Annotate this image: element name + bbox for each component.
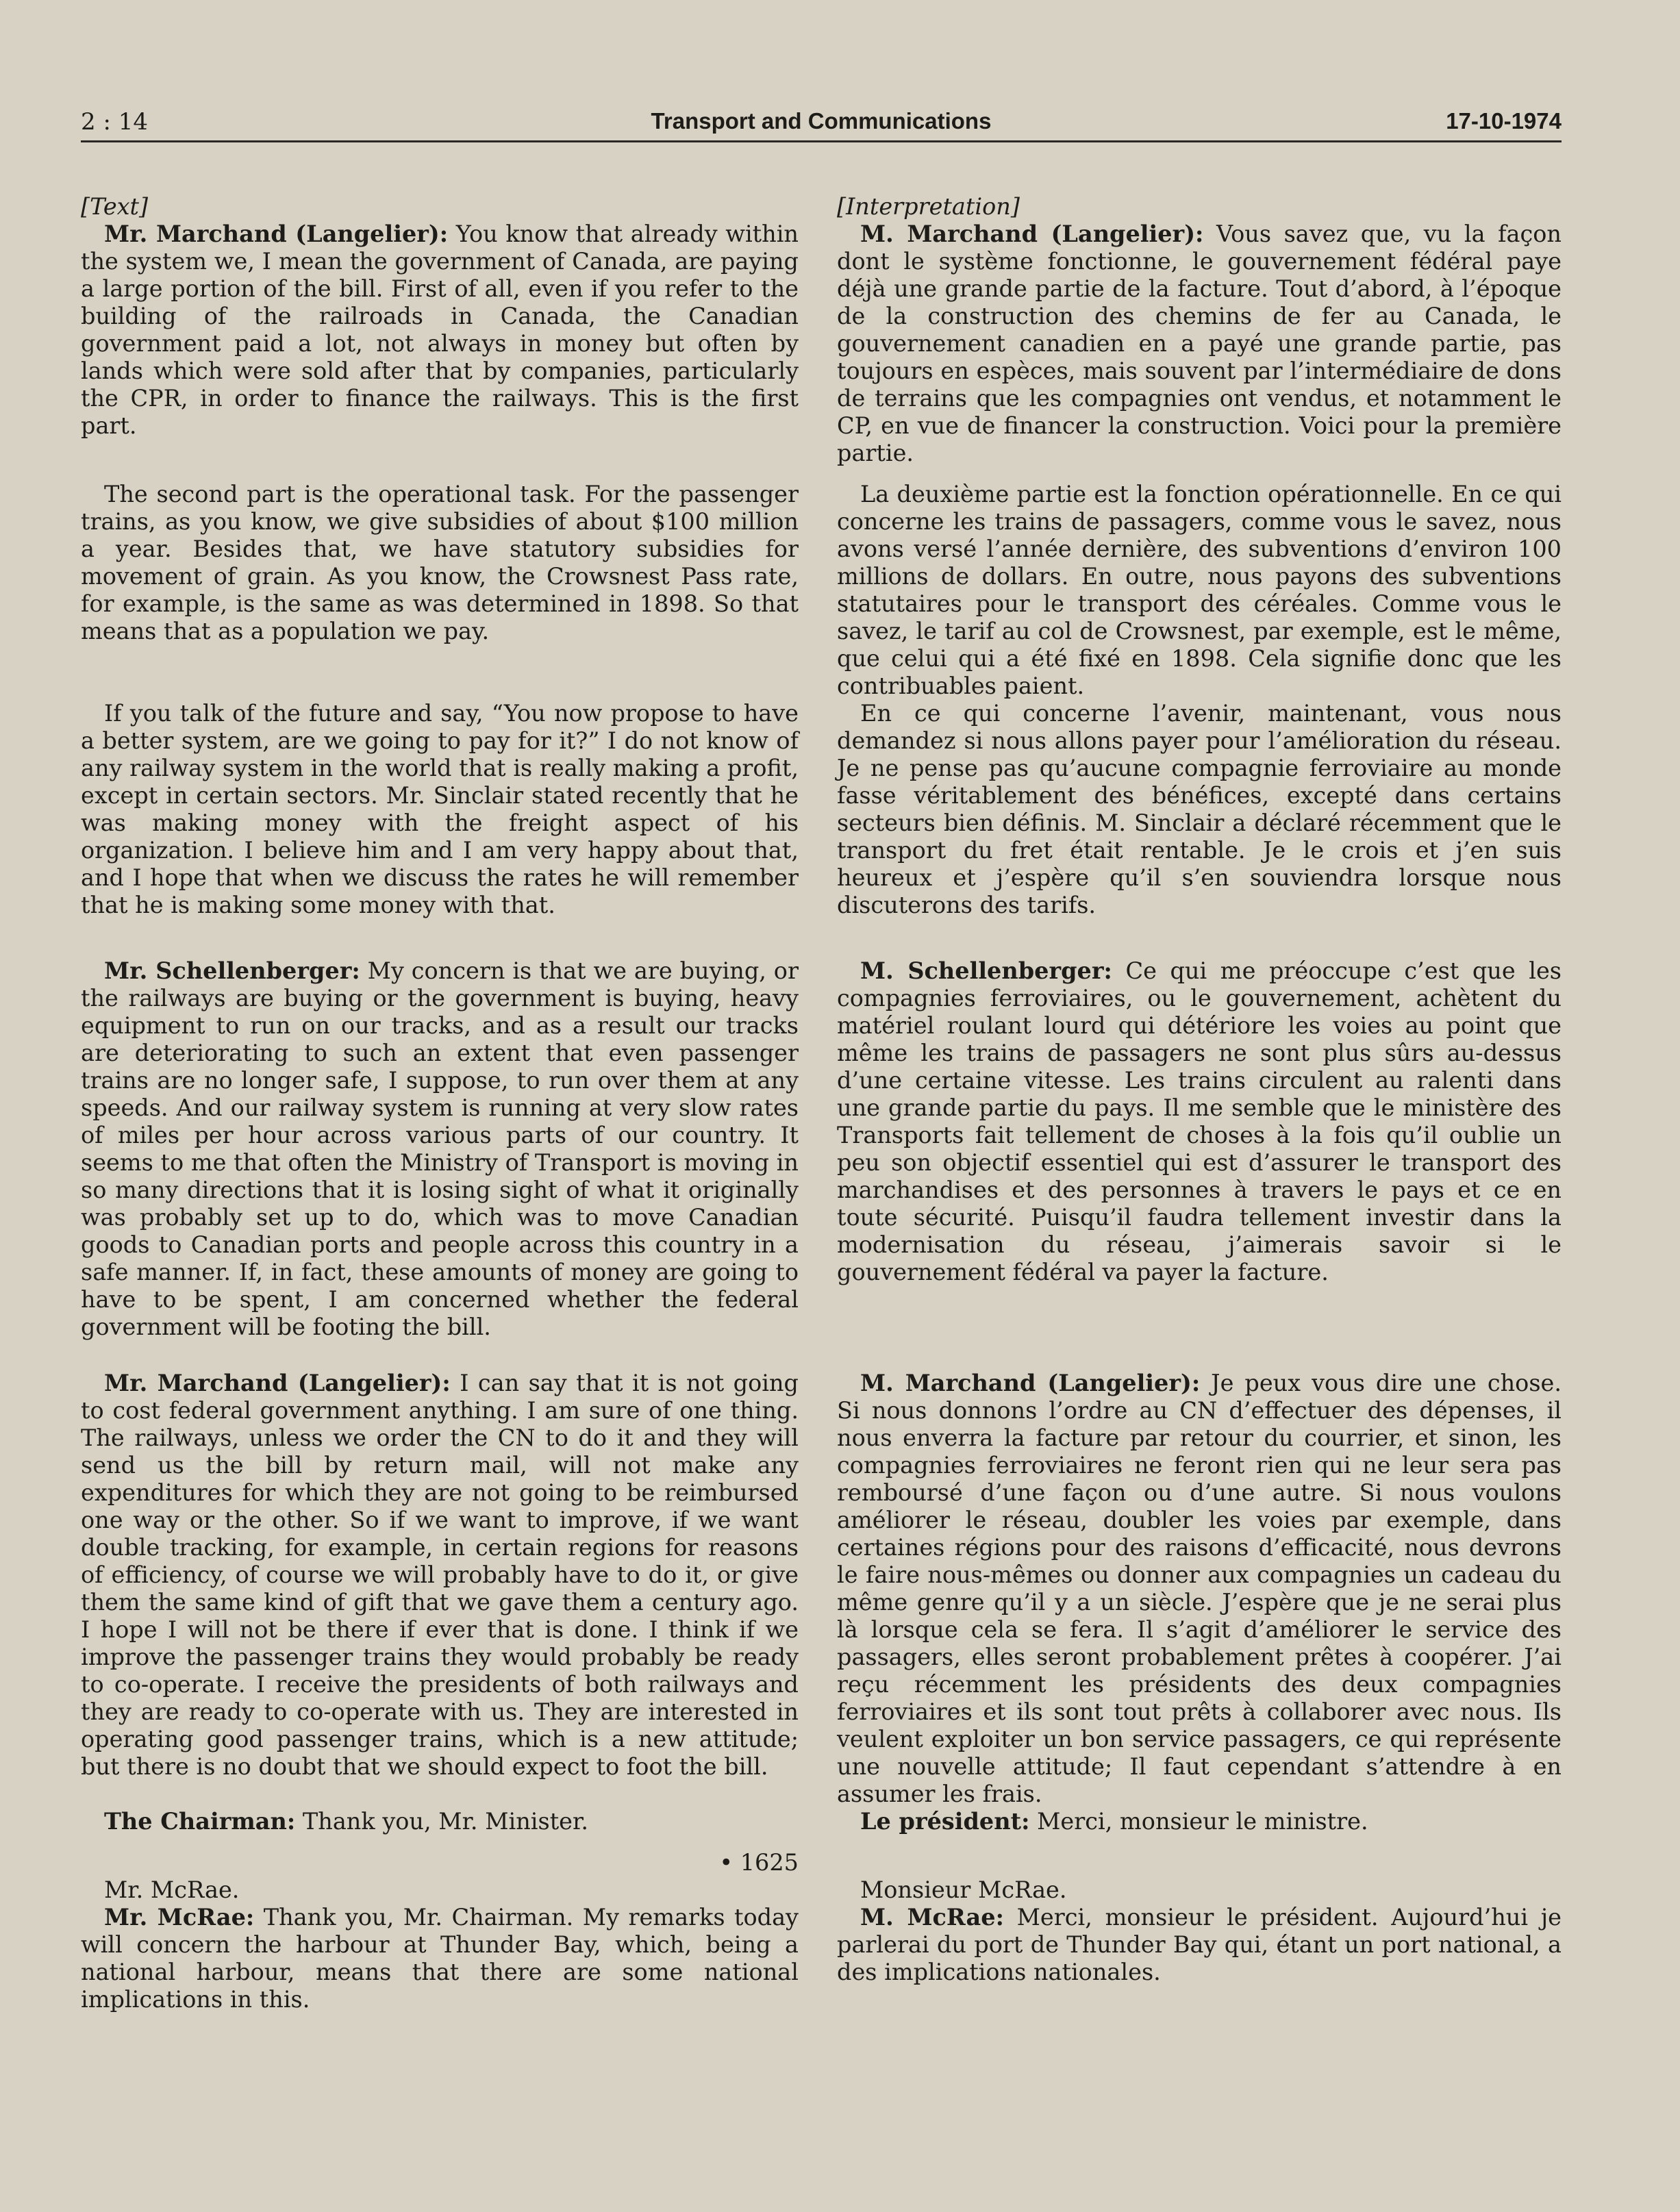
paragraph-text: La deuxième partie est la fonction opérationnelle. En ce qui concerne les trains de passagers, comme vous le savez, nous avons versé l’année dernière, des subventions d’environ 100 millions de dollars. En outre, nous payons des subventions statutaires pour le transport des céréales. Comme vous le savez, le tarif au col de Crowsnest, par exemple, est le même, que celui qui a été fixé en 1898. Cela signifie donc que les contribuables paient.	[837, 481, 1562, 699]
paragraph	[837, 700, 1562, 919]
paragraph-text: Thank you, Mr. Minister.	[295, 1808, 588, 1835]
paragraph	[837, 481, 1562, 700]
paragraph-text: Je peux vous dire une chose. Si nous donnons l’ordre au CN d’effectuer des dépenses, il nous enverra la facture par retour du courrier, et sinon, les compagnies ferroviaires ne feront rien qui ne leur sera pas remboursé d’une façon ou d’une autre. Si nous voulons améliorer le réseau, doubler les voies par exemple, dans certaines régions pour des raisons d’efficacité, nous devrons le faire nous-mêmes ou donner aux compagnies un cadeau du même genre qu’il y a un siècle. J’espère que je ne serai plus là lorsque cela se fera. Il s’agit d’améliorer le service des passagers, elles seront probablement prêtes à coopérer. J’ai reçu récemment les présidents des deux compagnies ferroviaires et ils sont tout prêts à collaborer avec nous. Ils veulent exploiter un bon service passagers, ce qui représente une nouvelle attitude; Il faut cependant s’attendre à en assumer les frais.	[837, 1370, 1562, 1807]
speaker-name: M. Marchand (Langelier):	[860, 1370, 1201, 1396]
header-date: 17-10-1974	[1446, 108, 1562, 134]
paragraph	[837, 1876, 1562, 1904]
speaker-name: The Chairman:	[104, 1808, 296, 1835]
text-marker: [Text]	[81, 193, 149, 220]
speaker-name: Mr. McRae:	[104, 1904, 255, 1931]
paragraph-text: I can say that it is not going to cost federal government anything. I am sure of one thing. The railways, unless we order the CN to do it and they will send us the bill by return mail, will not make any expenditures for which they are not going to be reimbursed one way or the other. So if we want to improve, if we want double tracking, for example, in certain regions for reasons of efficiency, of course we will probably have to do it, or give them the same kind of gift that we gave them a century ago. I hope I will not be there if ever that is done. I think if we improve the passenger trains they would probably be ready to co-operate. I receive the presidents of both railways and they are ready to co-operate with us. They are interested in operating good passenger trains, which is a new attitude; but there is no doubt that we should expect to foot the bill.	[81, 1370, 799, 1780]
speaker-name: Mr. Marchand (Langelier):	[104, 1370, 451, 1396]
speaker-name: Le président:	[860, 1808, 1030, 1835]
paragraph	[81, 481, 799, 645]
header-rule	[81, 140, 1562, 142]
paragraph-text: Monsieur McRae.	[860, 1876, 1067, 1903]
paragraph-text: Ce qui me préoccupe c’est que les compagnies ferroviaires, ou le gouvernement, achètent du matériel roulant lourd qui détériore les voies au point que même les trains de passagers ne sont plus sûrs au-dessus d’une certaine vitesse. Les trains circulent au ralenti dans une grande partie du pays. Il me semble que le ministère des Transports fait tellement de choses à la fois qu’il oublie un peu son objectif essentiel qui est d’assurer le transport des marchandises et des personnes à travers le pays et ce en toute sécurité. Puisqu’il faudra tellement investir dans la modernisation du réseau, j’aimerais savoir si le gouvernement fédéral va payer la facture.	[837, 957, 1562, 1285]
speaker-name: Mr. Schellenberger:	[104, 957, 360, 984]
paragraph	[837, 1370, 1562, 1808]
paragraph	[81, 221, 799, 440]
paragraph-text: Merci, monsieur le ministre.	[1029, 1808, 1368, 1835]
paragraph-text: En ce qui concerne l’avenir, maintenant, vous nous demandez si nous allons payer pour l’amélioration du réseau. Je ne pense pas qu’aucune compagnie ferroviaire au monde fasse véritablement des bénéfices, excepté dans certains secteurs bien définis. M. Sinclair a déclaré récemment que le transport du fret était rentable. Je le crois et j’en suis heureux et j’espère qu’il s’en souviendra lorsque nous discuterons des tarifs.	[837, 700, 1562, 918]
speaker-name: M. McRae:	[860, 1904, 1004, 1931]
paragraph-text: The second part is the operational task. For the passenger trains, as you know, we give subsidies of about $100 million a year. Besides that, we have statutory subsidies for movement of grain. As you know, the Crowsnest Pass rate, for example, is the same as was determined in 1898. So that means that as a population we pay.	[81, 481, 799, 644]
publication-title: Transport and Communications	[651, 108, 992, 134]
paragraph-text: Vous savez que, vu la façon dont le système fonctionne, le gouvernement fédéral paye déjà une grande partie de la facture. Tout d’abord, à l’époque de la construction des chemins de fer au Canada, le gouvernement canadien en a payé une grande partie, pas toujours en espèces, mais souvent par l’intermédiaire de dons de terrains que les compagnies ont vendus, et notamment le CP, en vue de financer la construction. Voici pour la première partie.	[837, 221, 1562, 466]
paragraph	[81, 1904, 799, 2013]
paragraph	[81, 1876, 799, 1904]
paragraph-text: You know that already within the system we, I mean the government of Canada, are paying a large portion of the bill. First of all, even if you refer to the building of the railroads in Canada, the Canadian government paid a lot, not always in money but often by lands which were sold after that by companies, particularly the CPR, in order to finance the railways. This is the first part.	[81, 221, 799, 439]
paragraph	[81, 957, 799, 1341]
timestamp: • 1625	[719, 1849, 799, 1876]
paragraph	[837, 1808, 1562, 1835]
paragraph-text: Mr. McRae.	[104, 1876, 240, 1903]
speaker-name: Mr. Marchand (Langelier):	[104, 221, 449, 247]
paragraph-text: Thank you, Mr. Chairman. My remarks today will concern the harbour at Thunder Bay, which, being a national harbour, means that there are some national implications in this.	[81, 1904, 799, 2013]
paragraph-text: If you talk of the future and say, “You now propose to have a better system, are we going to pay for it?” I do not know of any railway system in the world that is really making a profit, except in certain sectors. Mr. Sinclair stated recently that he was making money with the freight aspect of his organization. I believe him and I am very happy about that, and I hope that when we discuss the rates he will remember that he is making some money with that.	[81, 700, 799, 918]
paragraph	[837, 1904, 1562, 1986]
paragraph-text: My concern is that we are buying, or the railways are buying or the government is buying, heavy equipment to run on our tracks, and as a result our tracks are deteriorating to such an extent that even passenger trains are no longer safe, I suppose, to run over them at any speeds. And our railway system is running at very slow rates of miles per hour across various parts of our country. It seems to me that often the Ministry of Transport is moving in so many directions that it is losing sight of what it originally was probably set up to do, which was to move Canadian goods to Canadian ports and people across this country in a safe manner. If, in fact, these amounts of money are going to have to be spent, I am concerned whether the federal government will be footing the bill.	[81, 957, 799, 1340]
paragraph-text: Merci, monsieur le président. Aujourd’hui je parlerai du port de Thunder Bay qui, étant un port national, a des implications nationales.	[837, 1904, 1562, 1985]
page-number: 2 : 14	[81, 108, 148, 136]
speaker-name: M. Marchand (Langelier):	[860, 221, 1204, 247]
speaker-name: M. Schellenberger:	[860, 957, 1112, 984]
paragraph	[837, 221, 1562, 467]
interpretation-marker: [Interpretation]	[837, 193, 1020, 220]
paragraph	[837, 957, 1562, 1286]
paragraph	[81, 1370, 799, 1781]
paragraph	[81, 700, 799, 919]
page-header	[81, 103, 1562, 141]
paragraph	[81, 1808, 799, 1835]
